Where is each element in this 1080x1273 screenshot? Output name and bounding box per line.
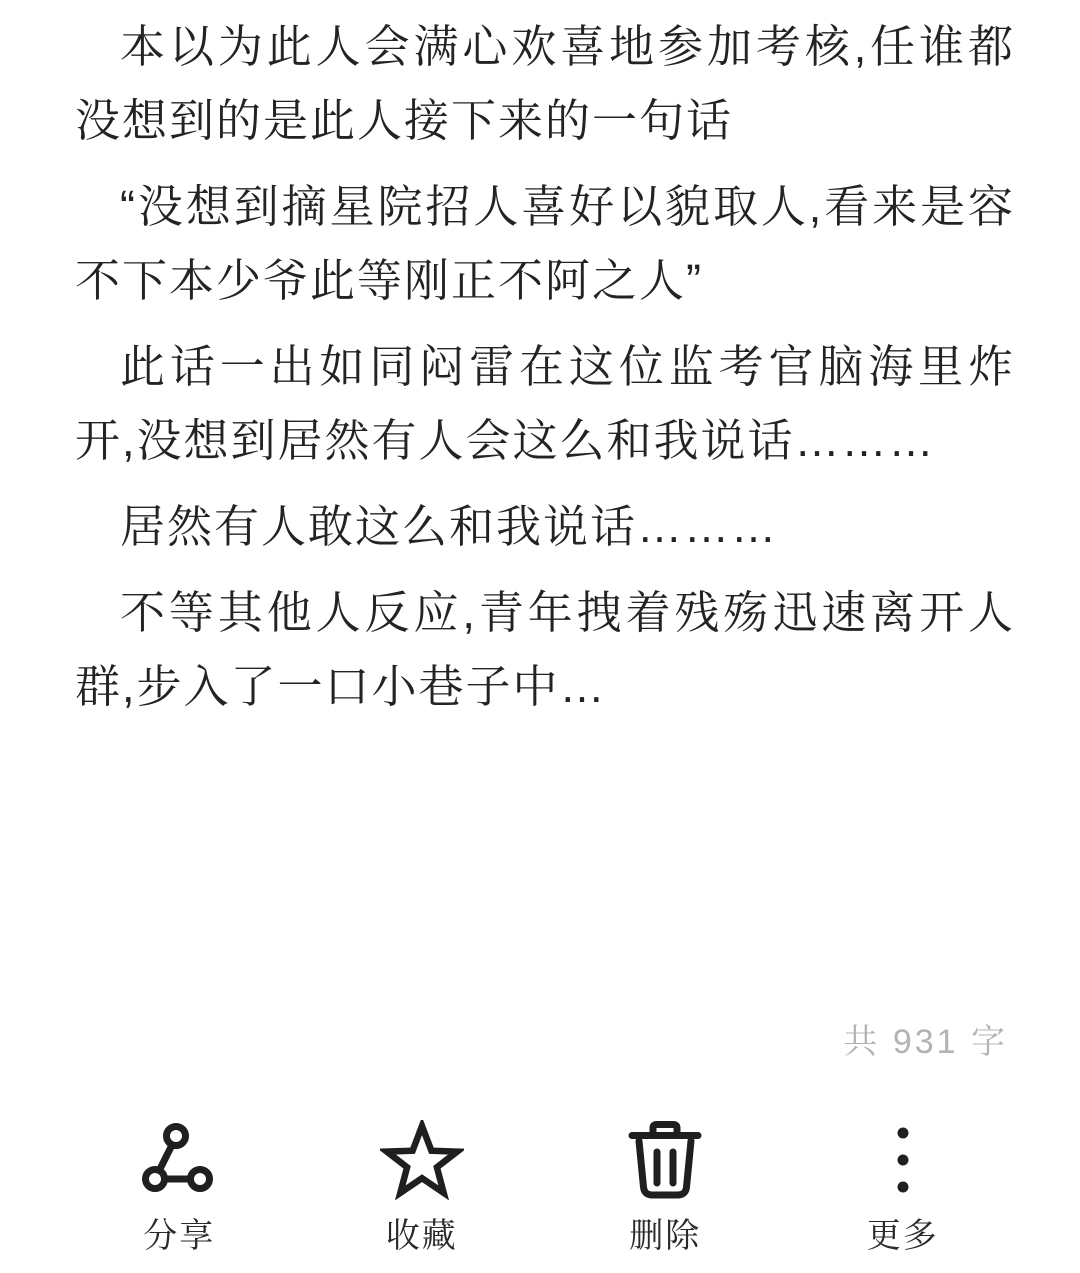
more-label: 更多 (866, 1217, 939, 1255)
favorite-label: 收藏 (385, 1217, 458, 1255)
more-button[interactable] (867, 1121, 939, 1257)
trash-icon (626, 1121, 704, 1199)
bottom-toolbar (0, 1121, 1080, 1257)
star-icon (380, 1121, 464, 1199)
paragraph: 本以为此人会满心欢喜地参加考核,任谁都没想到的是此人接下来的一句话 (75, 21, 1015, 146)
delete-label: 删除 (629, 1217, 702, 1255)
favorite-button[interactable] (380, 1121, 464, 1257)
more-vertical-icon (895, 1121, 911, 1199)
paragraph: 不等其他人反应,青年拽着残殇迅速离开人群,步入了一口小巷子中… (75, 587, 1015, 712)
paragraph: 此话一出如同闷雷在这位监考官脑海里炸开,没想到居然有人会这么和我说话……… (75, 341, 1015, 466)
share-button[interactable] (141, 1121, 217, 1257)
share-label: 分享 (143, 1217, 216, 1255)
delete-button[interactable] (626, 1121, 704, 1257)
share-icon (141, 1121, 217, 1199)
word-count: 共 931 字 (843, 1023, 1008, 1061)
paragraph: “没想到摘星院招人喜好以貌取人,看来是容不下本少爷此等刚正不阿之人” (75, 181, 1015, 306)
paragraph: 居然有人敢这么和我说话……… (120, 501, 779, 552)
